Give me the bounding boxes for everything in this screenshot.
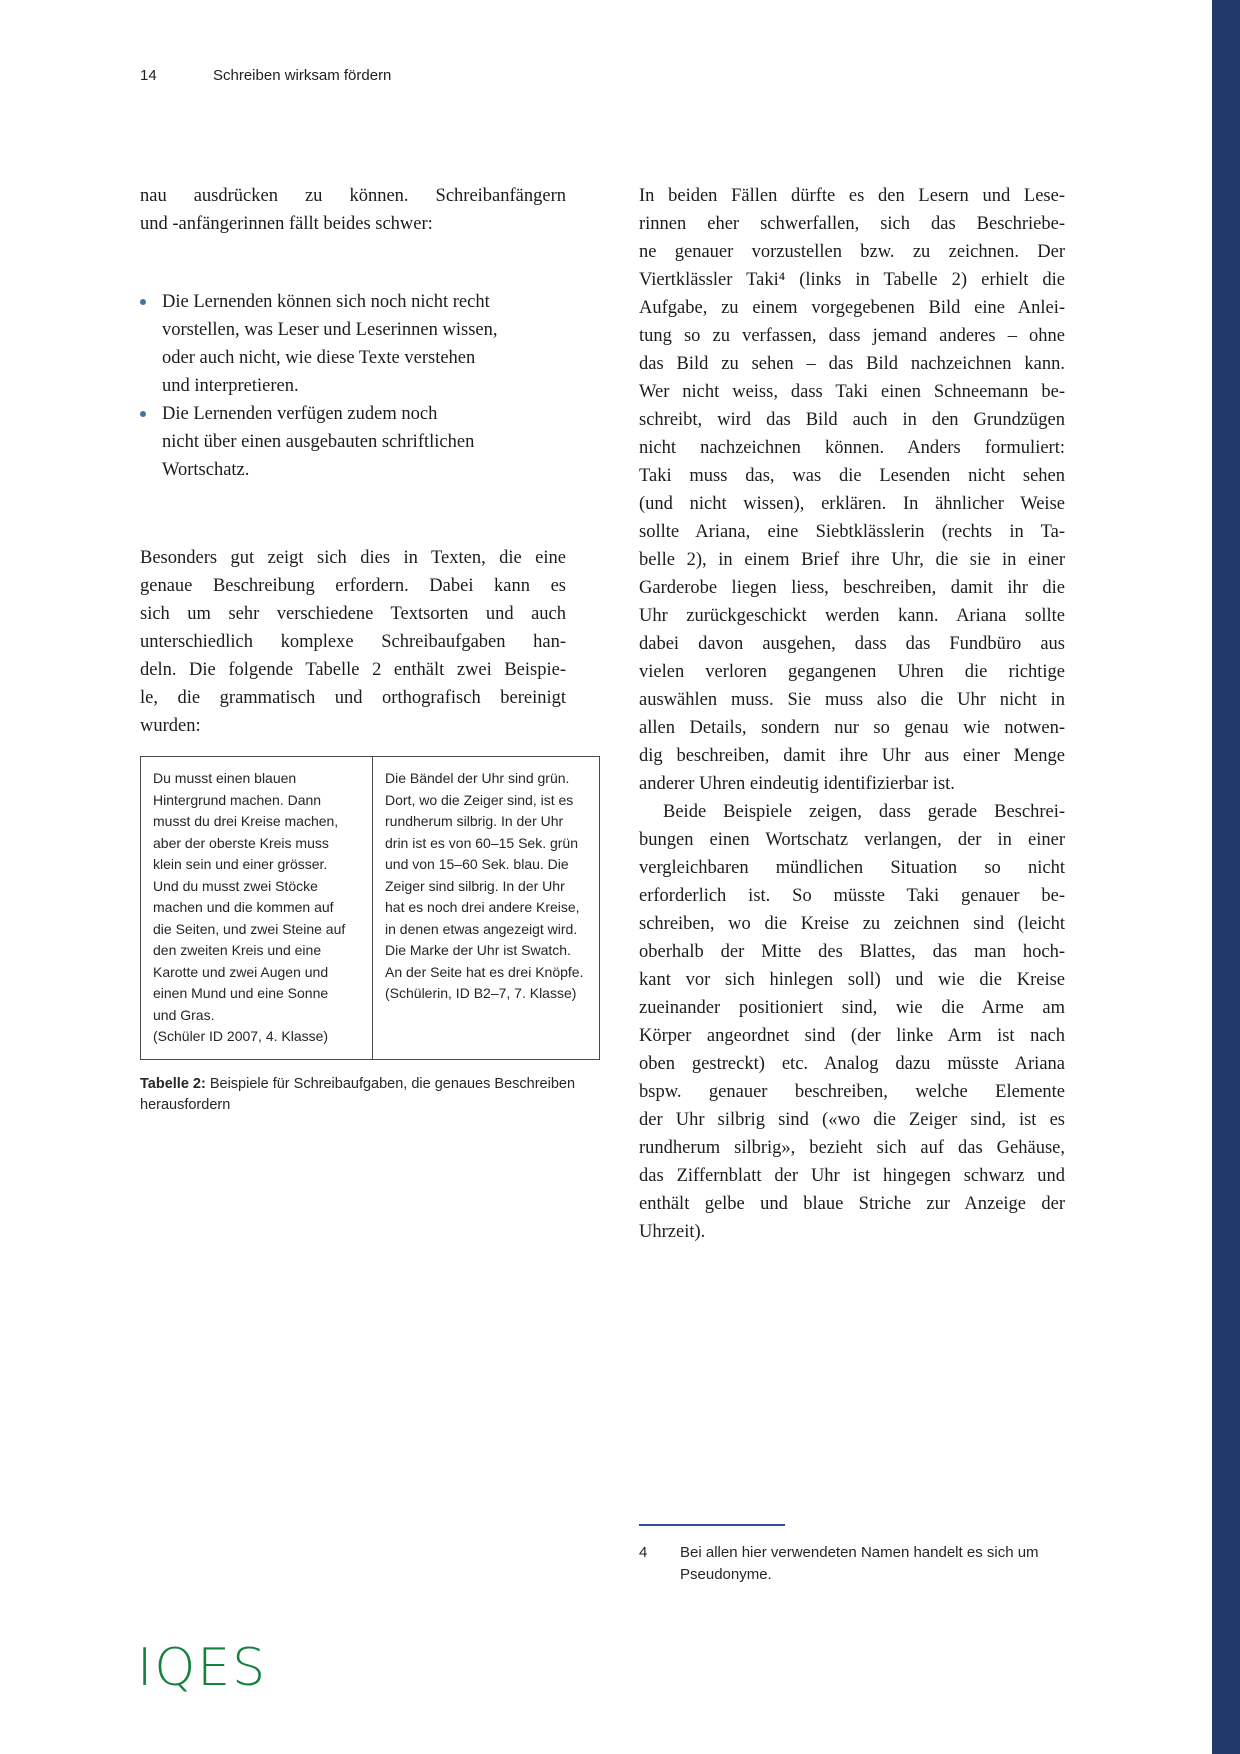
text-line: Die Bändel der Uhr sind grün. (385, 770, 570, 786)
text-line: Viertklässler Taki⁴ (links in Tabelle 2) erhielt die (639, 270, 1065, 290)
text-line: kant vor sich hinlegen soll) und wie die Kreise (639, 970, 1065, 990)
text-line: aber der oberste Kreis muss (153, 834, 329, 851)
bullet-list (140, 288, 566, 484)
text-line: einen Mund und eine Sonne (153, 985, 329, 1001)
text-line: (Schüler ID 2007, 4. Klasse) (153, 1028, 329, 1044)
footnote-rule (639, 1524, 785, 1526)
text-line: Taki muss das, was die Lesenden nicht sehen (639, 466, 1065, 486)
text-line: Besonders gut zeigt sich dies in Texten, die eine (140, 548, 566, 568)
text-line: schreiben, wo die Kreise zu zeichnen sind (leicht (639, 914, 1065, 934)
text-line: nicht über einen ausgebauten schriftlichen (162, 432, 475, 452)
bullet-item (140, 288, 566, 400)
text-line: der Uhr silbrig sind («wo die Zeiger sind, ist es (639, 1110, 1065, 1130)
footnote (639, 1524, 1059, 1586)
page-edge-accent-bar (1212, 0, 1240, 1754)
text-line: (und nicht wissen), erklären. In ähnlicher Weise (639, 494, 1065, 514)
text-line: Karotte und zwei Augen und (153, 963, 329, 980)
text-line: Wer nicht weiss, dass Taki einen Schneemann be- (639, 382, 1065, 402)
text-line: schreibt, wird das Bild auch in den Grundzügen (639, 410, 1065, 430)
text-line: oben gestreckt) etc. Analog dazu müsste Ariana (639, 1054, 1065, 1074)
text-line: das Ziffernblatt der Uhr ist hingegen schwarz und (639, 1166, 1065, 1186)
text-line: oder auch nicht, wie diese Texte verstehen (162, 348, 476, 368)
text-line: enthält gelbe und blaue Striche zur Anzeige der (639, 1194, 1065, 1214)
footnote-text (680, 1542, 1039, 1586)
bullet-text (162, 288, 566, 400)
text-line: anderer Uhren eindeutig identifizierbar ist. (639, 774, 955, 794)
text-line: le, die grammatisch und orthografisch bereinigt (140, 688, 566, 708)
text-line: Beide Beispiele zeigen, dass gerade Beschrei- (663, 802, 1065, 822)
footnote-row (639, 1542, 1059, 1586)
table-cell-schuelerin (373, 757, 599, 1059)
text-line: genaue Beschreibung erfordern. Dabei kann es (140, 576, 566, 596)
text-line: drin ist es von 60–15 Sek. grün (385, 834, 579, 851)
text-line: und von 15–60 Sek. blau. Die (385, 856, 569, 872)
text-line: rundherum silbrig. In der Uhr (385, 813, 564, 829)
text-line: Aufgabe, zu einem vorgegebenen Bild eine Anlei- (639, 298, 1065, 318)
text-line: vielen verloren gegangenen Uhren die richtige (639, 662, 1065, 682)
text-line: Dort, wo die Zeiger sind, ist es (385, 791, 574, 808)
page-number: 14 (140, 67, 157, 84)
text-line: oberhalb der Mitte des Blattes, das man hoch- (639, 942, 1065, 962)
text-line: dabei davon ausgehen, dass das Fundbüro aus (639, 634, 1065, 654)
text-line: sollte Ariana, eine Siebtklässlerin (rechts in Ta- (639, 522, 1065, 542)
text-line: erforderlich ist. So müsste Taki genauer be- (639, 886, 1065, 906)
text-line: und interpretieren. (162, 376, 299, 396)
text-line: hat es noch drei andere Kreise, (385, 899, 580, 915)
left-column (140, 182, 584, 1116)
text-line: In beiden Fällen dürfte es den Lesern und Lese- (639, 186, 1065, 206)
text-line: bungen einen Wortschatz verlangen, der in einer (639, 830, 1065, 850)
running-title: Schreiben wirksam fördern (213, 67, 392, 84)
iqes-logo: IQES (137, 1638, 268, 1698)
text-line: in denen etwas angezeigt wird. (385, 920, 578, 937)
text-line: das Bild zu sehen – das Bild nachzeichnen kann. (639, 354, 1065, 374)
running-header (140, 66, 391, 86)
text-line: vorstellen, was Leser und Leserinnen wissen, (162, 320, 498, 340)
table-caption (140, 1074, 610, 1116)
text-line: Uhr zurückgeschickt werden kann. Ariana sollte (639, 606, 1065, 626)
text-line: auswählen muss. Sie muss also die Uhr nicht in (639, 690, 1065, 710)
text-line: machen und die kommen auf (153, 899, 334, 915)
text-line: Pseudonyme. (680, 1566, 772, 1583)
text-line: wurden: (140, 716, 201, 736)
body-paragraph (639, 798, 1065, 1246)
bullet-dot-icon (140, 288, 162, 400)
text-line: Uhrzeit). (639, 1222, 706, 1242)
text-line: unterschiedlich komplexe Schreibaufgaben han- (140, 632, 566, 652)
text-line: und Gras. (153, 1006, 215, 1023)
text-line: Wortschatz. (162, 460, 250, 480)
text-line: allen Details, sondern nur so genau wie notwen- (639, 718, 1065, 738)
caption-label: Tabelle 2: (140, 1075, 206, 1092)
text-line: die Seiten, und zwei Steine auf (153, 920, 346, 937)
text-line: deln. Die folgende Tabelle 2 enthält zwei Beispie- (140, 660, 566, 680)
text-line: Zeiger sind silbrig. In der Uhr (385, 877, 565, 894)
body-paragraph (140, 544, 566, 740)
intro-paragraph (140, 182, 566, 238)
text-line: sich um sehr verschiedene Textsorten und auch (140, 604, 566, 624)
text-line: Hintergrund machen. Dann (153, 791, 322, 808)
text-line: Die Lernenden können sich noch nicht recht (162, 292, 490, 312)
body-paragraph (639, 182, 1065, 798)
text-line: tung so zu verfassen, dass jemand anderes – ohne (639, 326, 1065, 346)
text-line: ne genauer vorzustellen bzw. zu zeichnen. Der (639, 242, 1065, 262)
text-line: Du musst einen blauen (153, 770, 297, 786)
table-cell-schueler (141, 757, 373, 1059)
footnote-number: 4 (639, 1544, 648, 1561)
text-line: bspw. genauer beschreiben, welche Elemente (639, 1082, 1065, 1102)
text-line: rundherum silbrig», bezieht sich auf das Gehäuse, (639, 1138, 1065, 1158)
text-line: zueinander positioniert sind, wie die Arme am (639, 998, 1065, 1018)
text-line: (Schülerin, ID B2–7, 7. Klasse) (385, 985, 577, 1001)
text-line: Die Lernenden verfügen zudem noch (162, 404, 438, 424)
text-line: Und du musst zwei Stöcke (153, 877, 318, 894)
text-line: klein sein und einer grösser. (153, 856, 328, 872)
bullet-item (140, 400, 566, 484)
text-line: nau ausdrücken zu können. Schreibanfängern (140, 186, 566, 206)
text-line: Körper angeordnet sind (der linke Arm ist nach (639, 1026, 1065, 1046)
bullet-dot-icon (140, 400, 162, 484)
text-line: dig beschreiben, damit ihre Uhr aus einer Menge (639, 746, 1065, 766)
text-line: vergleichbaren mündlichen Situation so nicht (639, 858, 1065, 878)
text-line: Bei allen hier verwendeten Namen handelt es sich um (680, 1544, 1039, 1561)
text-line: den zweiten Kreis und eine (153, 942, 322, 958)
text-line: rinnen eher schwerfallen, sich das Beschriebe- (639, 214, 1065, 234)
text-line: Die Marke der Uhr ist Swatch. (385, 942, 571, 958)
bullet-text (162, 400, 566, 484)
text-line: Garderobe liegen liess, beschreiben, damit ihr die (639, 578, 1065, 598)
text-line: An der Seite hat es drei Knöpfe. (385, 963, 584, 980)
text-line: und -anfängerinnen fällt beides schwer: (140, 214, 433, 234)
example-table (140, 756, 600, 1060)
caption-text: Beispiele für Schreibaufgaben, die genaues Beschreiben herausfordern (140, 1075, 576, 1113)
text-line: musst du drei Kreise machen, (153, 813, 339, 829)
text-line: nicht nachzeichnen können. Anders formuliert: (639, 438, 1065, 458)
text-line: belle 2), in einem Brief ihre Uhr, die sie in einer (639, 550, 1065, 570)
right-column (639, 182, 1065, 1246)
